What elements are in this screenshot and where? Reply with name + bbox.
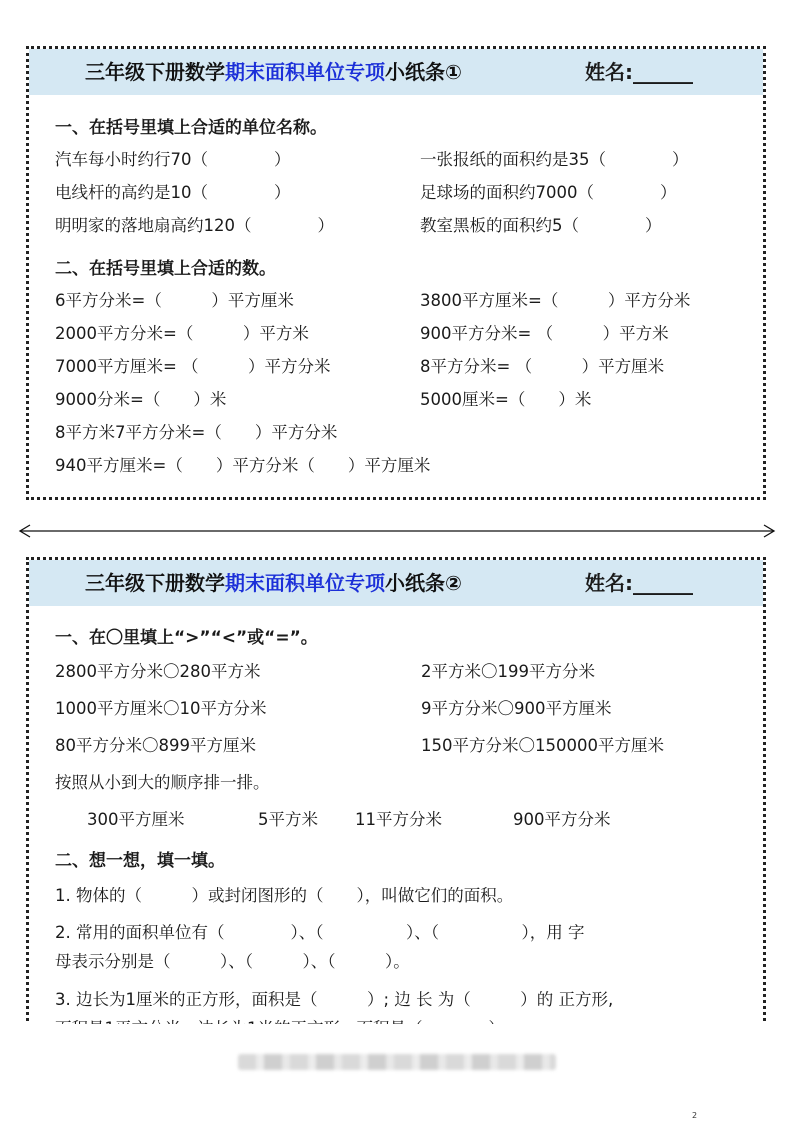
ordering-item: 900平方分米	[513, 810, 611, 829]
ordering-item: 11平方分米	[355, 810, 442, 829]
question-item: 3800平方厘米=（ ）平方分米	[420, 291, 691, 310]
question-item: 1000平方厘米〇10平方分米	[55, 699, 267, 718]
double-arrow-divider	[18, 524, 776, 538]
question-item: 电线杆的高约是10（ ）	[55, 183, 291, 202]
question-item: 2. 常用的面积单位有（ ）、（ ）、（ ），用 字	[55, 923, 585, 942]
question-item: 80平方分米〇899平方厘米	[55, 736, 256, 755]
ordering-instruction: 按照从小到大的顺序排一排。	[55, 773, 270, 792]
ordering-item: 300平方厘米	[87, 810, 185, 829]
question-item: 5000厘米=（ ）米	[420, 390, 592, 409]
blurred-watermark	[238, 1054, 556, 1070]
question-item: 150平方分米〇150000平方厘米	[421, 736, 664, 755]
question-item: 2000平方分米=（ ）平方米	[55, 324, 309, 343]
title-part-a: 三年级下册数学	[85, 60, 225, 84]
question-item: 2平方米〇199平方分米	[421, 662, 595, 681]
question-item: 1. 物体的（ ）或封闭图形的（ ），叫做它们的面积。	[55, 886, 514, 905]
question-item: 母表示分别是（ ）、（ ）、（ ）。	[55, 952, 410, 971]
question-item: 9000分米=（ ）米	[55, 390, 227, 409]
section-1-heading: 一、在〇里填上“>”“<”或“=”。	[55, 628, 318, 648]
question-item: 3. 边长为1厘米的正方形，面积是（ ）; 边 长 为（ ）的 正方形,	[55, 990, 614, 1009]
card-1-title	[85, 56, 462, 85]
question-item: 7000平方厘米= （ ）平方分米	[55, 357, 331, 376]
question-item: 900平方分米= （ ）平方米	[420, 324, 669, 343]
section-2-heading: 二、在括号里填上合适的数。	[55, 259, 276, 279]
title-part-c: 小纸条①	[385, 60, 462, 84]
page-number: 2	[692, 1111, 698, 1120]
question-item: 明明家的落地扇高约120（ ）	[55, 216, 334, 235]
title-part-highlight: 期末面积单位专项	[225, 571, 385, 595]
worksheet-card-1	[26, 46, 766, 500]
question-item: 2800平方分米〇280平方米	[55, 662, 261, 681]
title-part-c: 小纸条②	[385, 571, 462, 595]
question-item: 一张报纸的面积约是35（ ）	[420, 150, 689, 169]
question-item: 教室黑板的面积约5（ ）	[420, 216, 662, 235]
worksheet-card-2	[26, 557, 766, 1027]
question-item: 足球场的面积约7000（ ）	[420, 183, 677, 202]
name-field-label: 姓名:______	[585, 60, 693, 84]
section-1-heading: 一、在括号里填上合适的单位名称。	[55, 118, 327, 138]
question-item: 8平方米7平方分米=（ ）平方分米	[55, 423, 338, 442]
section-2-heading: 二、想一想，填一填。	[55, 851, 225, 871]
question-item: 8平方分米= （ ）平方厘米	[420, 357, 665, 376]
question-item: 9平方分米〇900平方厘米	[421, 699, 612, 718]
title-part-a: 三年级下册数学	[85, 571, 225, 595]
ordering-item: 5平方米	[258, 810, 318, 829]
card-2-header	[29, 560, 763, 606]
title-part-highlight: 期末面积单位专项	[225, 60, 385, 84]
card-2-title	[85, 567, 462, 596]
crop-mask	[20, 1024, 780, 1054]
card-1-header	[29, 49, 763, 95]
name-field-label: 姓名:______	[585, 571, 693, 595]
question-item: 6平方分米=（ ）平方厘米	[55, 291, 294, 310]
question-item: 940平方厘米=（ ）平方分米（ ）平方厘米	[55, 456, 431, 475]
question-item: 汽车每小时约行70（ ）	[55, 150, 291, 169]
